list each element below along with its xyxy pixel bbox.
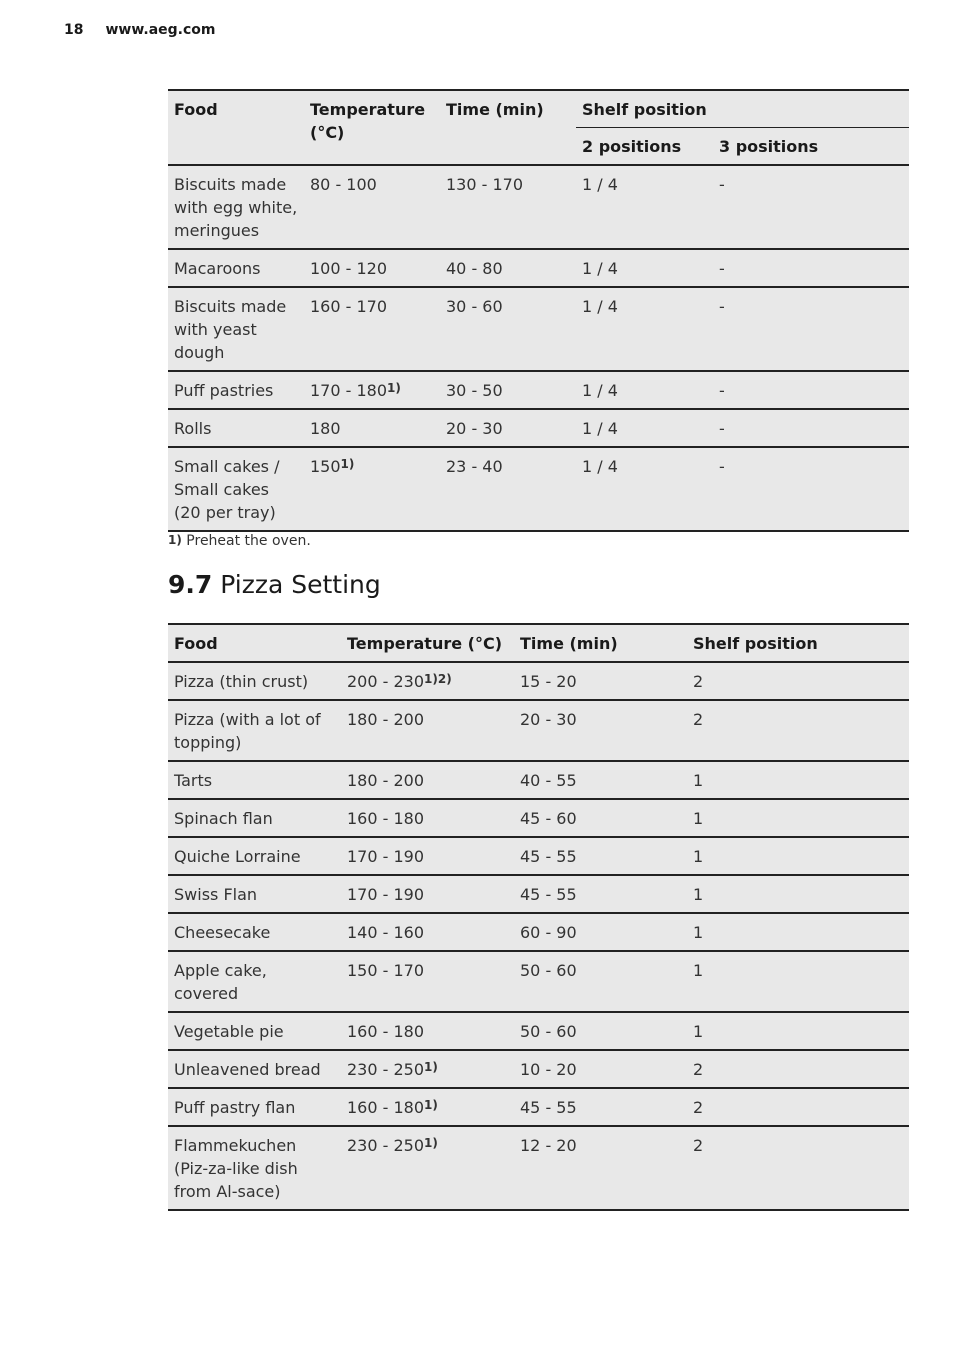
temperature-cell <box>304 249 440 287</box>
time-cell: 45 - 60 <box>514 799 687 837</box>
food-cell: Tarts <box>168 761 341 799</box>
temperature-value: 170 - 180 <box>310 381 388 400</box>
temperature-cell <box>304 287 440 371</box>
page-number: 18 <box>64 22 84 38</box>
col-header-food: Food <box>168 90 304 165</box>
time-cell: 20 - 30 <box>440 409 576 447</box>
table-row <box>168 875 909 913</box>
food-cell: Swiss Flan <box>168 875 341 913</box>
temperature-value: 140 - 160 <box>347 923 425 942</box>
shelf-position-cell: 1 <box>687 951 909 1012</box>
shelf-3-positions-cell: - <box>713 447 909 531</box>
shelf-2-positions-cell: 1 / 4 <box>576 287 713 371</box>
food-cell: Cheesecake <box>168 913 341 951</box>
temperature-cell <box>341 951 514 1012</box>
baking-table <box>168 89 909 532</box>
temperature-cell <box>341 837 514 875</box>
shelf-3-positions-cell: - <box>713 409 909 447</box>
table-row <box>168 700 909 761</box>
footnote-text: Preheat the oven. <box>186 533 311 549</box>
temperature-cell <box>341 1126 514 1210</box>
time-cell: 12 - 20 <box>514 1126 687 1210</box>
shelf-position-cell: 2 <box>687 662 909 700</box>
time-cell: 40 - 55 <box>514 761 687 799</box>
temperature-cell <box>341 875 514 913</box>
temperature-value: 180 - 200 <box>347 771 425 790</box>
time-cell: 10 - 20 <box>514 1050 687 1088</box>
temperature-value: 160 - 180 <box>347 1098 425 1117</box>
footnote-ref: 1) <box>424 1098 438 1112</box>
time-cell: 45 - 55 <box>514 837 687 875</box>
section-title-text: Pizza Setting <box>220 570 381 599</box>
food-cell: Quiche Lorraine <box>168 837 341 875</box>
shelf-position-cell: 2 <box>687 1126 909 1210</box>
table-row <box>168 249 909 287</box>
food-cell: Biscuits made with yeast dough <box>168 287 304 371</box>
shelf-2-positions-cell: 1 / 4 <box>576 165 713 249</box>
shelf-position-cell: 1 <box>687 761 909 799</box>
table-row <box>168 1088 909 1126</box>
food-cell: Vegetable pie <box>168 1012 341 1050</box>
table-row <box>168 662 909 700</box>
table-row <box>168 913 909 951</box>
temperature-value: 230 - 250 <box>347 1136 425 1155</box>
shelf-2-positions-cell: 1 / 4 <box>576 409 713 447</box>
col-header-temperature: Temperature (°C) <box>304 90 440 165</box>
col-header-2-positions: 2 positions <box>576 128 713 166</box>
food-cell: Spinach flan <box>168 799 341 837</box>
table-row <box>168 799 909 837</box>
time-cell: 15 - 20 <box>514 662 687 700</box>
footnote-ref: 1) <box>424 1060 438 1074</box>
temperature-value: 160 - 180 <box>347 809 425 828</box>
temperature-value: 150 <box>310 457 341 476</box>
temperature-value: 230 - 250 <box>347 1060 425 1079</box>
time-cell: 30 - 60 <box>440 287 576 371</box>
temperature-value: 170 - 190 <box>347 885 425 904</box>
food-cell: Biscuits made with egg white, meringues <box>168 165 304 249</box>
time-cell: 20 - 30 <box>514 700 687 761</box>
food-cell: Macaroons <box>168 249 304 287</box>
shelf-2-positions-cell: 1 / 4 <box>576 371 713 409</box>
table-row <box>168 165 909 249</box>
col-header-food: Food <box>168 624 341 662</box>
time-cell: 23 - 40 <box>440 447 576 531</box>
temperature-value: 170 - 190 <box>347 847 425 866</box>
food-cell: Flammekuchen (Piz-za-like dish from Al-sace) <box>168 1126 341 1210</box>
col-header-time: Time (min) <box>440 90 576 165</box>
time-cell: 45 - 55 <box>514 1088 687 1126</box>
footnote <box>168 533 311 549</box>
food-cell: Apple cake, covered <box>168 951 341 1012</box>
temperature-cell <box>304 165 440 249</box>
table-row <box>168 287 909 371</box>
temperature-cell <box>341 913 514 951</box>
time-cell: 60 - 90 <box>514 913 687 951</box>
time-cell: 45 - 55 <box>514 875 687 913</box>
col-header-3-positions: 3 positions <box>713 128 909 166</box>
col-header-shelf-position: Shelf position <box>576 90 909 128</box>
col-header-shelf-position: Shelf position <box>687 624 909 662</box>
table-row <box>168 447 909 531</box>
shelf-2-positions-cell: 1 / 4 <box>576 447 713 531</box>
table-row <box>168 1126 909 1210</box>
temperature-value: 160 - 170 <box>310 297 388 316</box>
pizza-table-body <box>168 662 909 1210</box>
site-url: www.aeg.com <box>105 22 216 38</box>
shelf-position-cell: 1 <box>687 913 909 951</box>
time-cell: 50 - 60 <box>514 951 687 1012</box>
food-cell: Rolls <box>168 409 304 447</box>
temperature-cell <box>304 371 440 409</box>
table-row <box>168 1050 909 1088</box>
food-cell: Pizza (with a lot of topping) <box>168 700 341 761</box>
temperature-value: 80 - 100 <box>310 175 377 194</box>
temperature-cell <box>304 447 440 531</box>
table-row <box>168 837 909 875</box>
temperature-cell <box>341 1012 514 1050</box>
footnote-ref: 1)2) <box>424 672 452 686</box>
food-cell: Unleavened bread <box>168 1050 341 1088</box>
shelf-3-positions-cell: - <box>713 249 909 287</box>
shelf-3-positions-cell: - <box>713 165 909 249</box>
temperature-cell <box>341 761 514 799</box>
time-cell: 130 - 170 <box>440 165 576 249</box>
footnote-ref: 1) <box>424 1136 438 1150</box>
time-cell: 50 - 60 <box>514 1012 687 1050</box>
shelf-3-positions-cell: - <box>713 371 909 409</box>
page-header <box>64 22 216 38</box>
footnote-ref: 1) <box>387 381 401 395</box>
food-cell: Puff pastries <box>168 371 304 409</box>
shelf-2-positions-cell: 1 / 4 <box>576 249 713 287</box>
food-cell: Small cakes / Small cakes (20 per tray) <box>168 447 304 531</box>
shelf-position-cell: 2 <box>687 700 909 761</box>
food-cell: Pizza (thin crust) <box>168 662 341 700</box>
temperature-value: 180 <box>310 419 341 438</box>
shelf-position-cell: 1 <box>687 837 909 875</box>
table-row <box>168 1012 909 1050</box>
col-header-time: Time (min) <box>514 624 687 662</box>
food-cell: Puff pastry flan <box>168 1088 341 1126</box>
shelf-position-cell: 1 <box>687 799 909 837</box>
table-row <box>168 761 909 799</box>
col-header-temperature: Temperature (°C) <box>341 624 514 662</box>
temperature-cell <box>341 700 514 761</box>
section-title <box>168 570 381 599</box>
temperature-cell <box>341 662 514 700</box>
shelf-position-cell: 1 <box>687 1012 909 1050</box>
shelf-3-positions-cell: - <box>713 287 909 371</box>
shelf-position-cell: 2 <box>687 1050 909 1088</box>
shelf-position-cell: 2 <box>687 1088 909 1126</box>
time-cell: 30 - 50 <box>440 371 576 409</box>
temperature-value: 200 - 230 <box>347 672 425 691</box>
footnote-ref: 1) <box>340 457 355 471</box>
section-number: 9.7 <box>168 570 213 599</box>
table-row <box>168 951 909 1012</box>
table-row <box>168 371 909 409</box>
baking-table-body <box>168 165 909 531</box>
temperature-value: 160 - 180 <box>347 1022 425 1041</box>
temperature-value: 150 - 170 <box>347 961 425 980</box>
temperature-cell <box>341 1088 514 1126</box>
temperature-cell <box>341 1050 514 1088</box>
temperature-value: 180 - 200 <box>347 710 425 729</box>
temperature-cell <box>341 799 514 837</box>
temperature-cell <box>304 409 440 447</box>
pizza-table <box>168 623 909 1211</box>
temperature-value: 100 - 120 <box>310 259 388 278</box>
time-cell: 40 - 80 <box>440 249 576 287</box>
table-row <box>168 409 909 447</box>
footnote-marker: 1) <box>168 533 182 547</box>
shelf-position-cell: 1 <box>687 875 909 913</box>
